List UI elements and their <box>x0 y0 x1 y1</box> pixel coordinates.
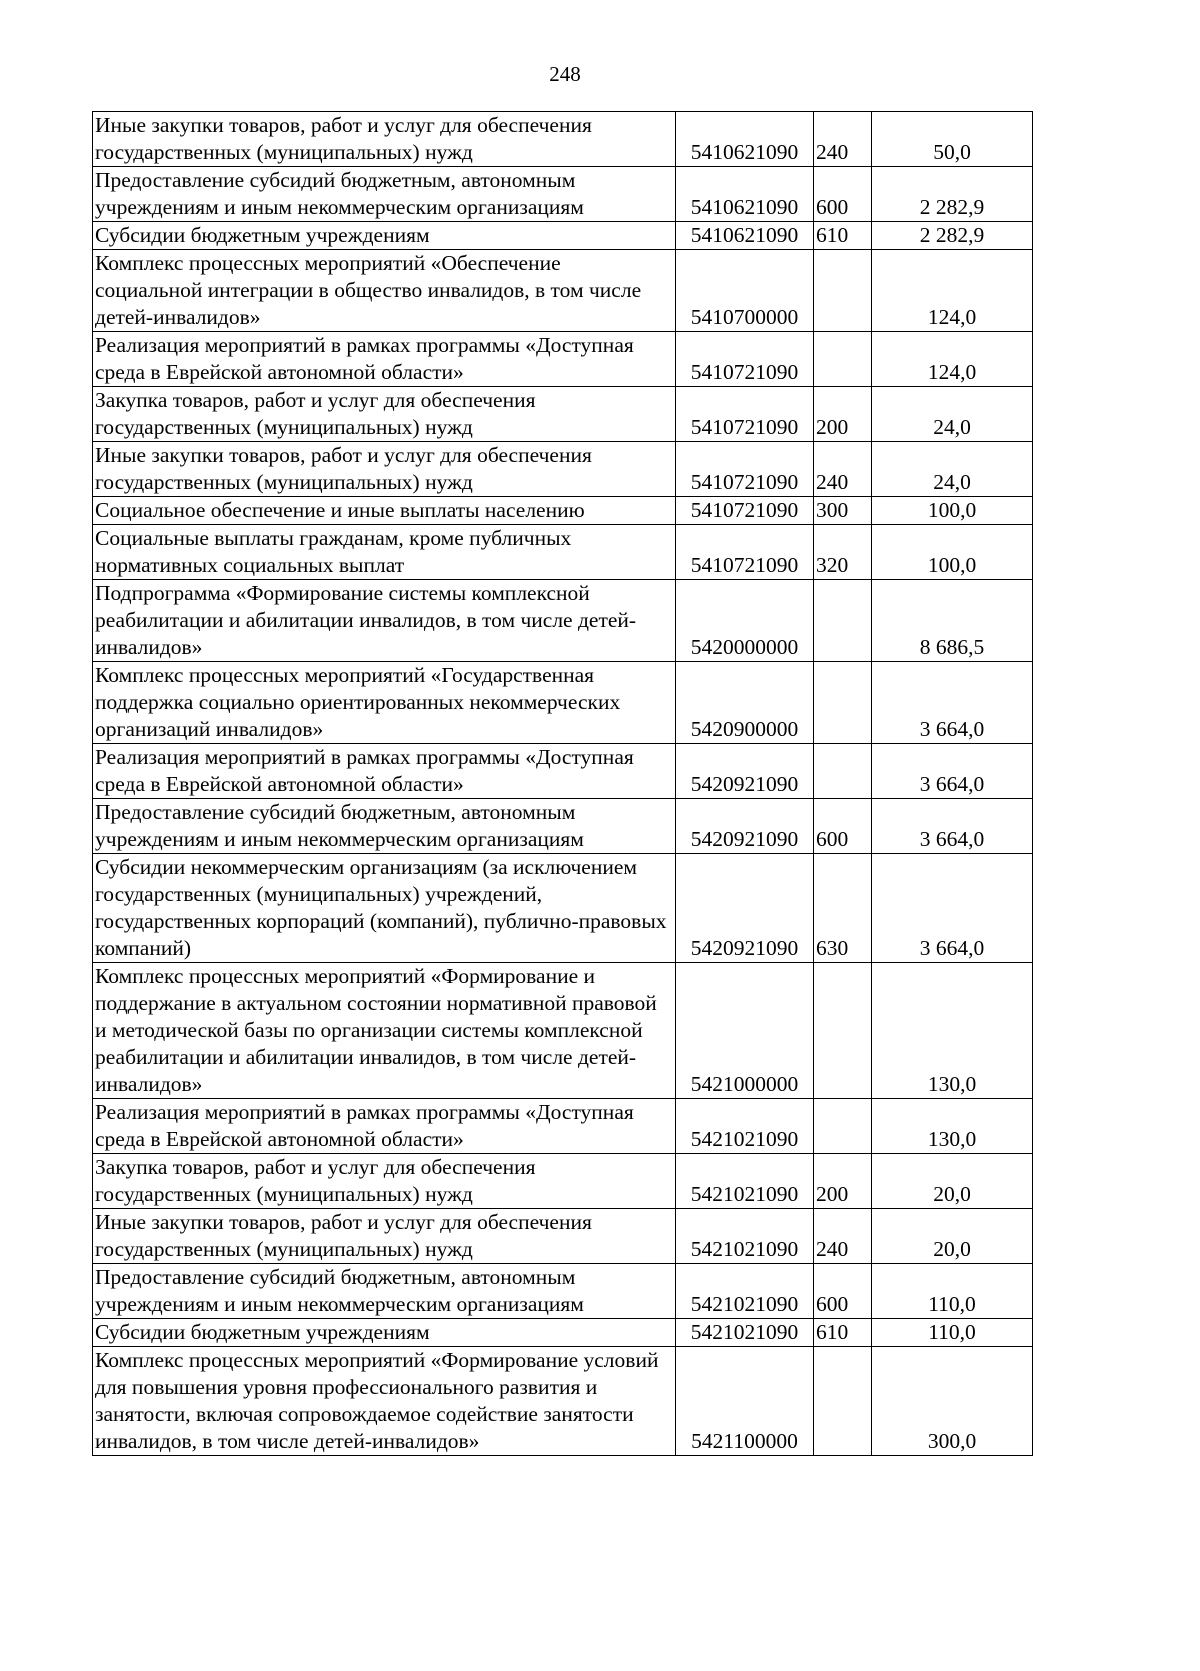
row-code-cell: 5410621090 <box>676 112 814 167</box>
row-sum-cell: 110,0 <box>872 1319 1033 1347</box>
row-expense-type-cell: 610 <box>814 1319 872 1347</box>
row-expense-type-cell: 630 <box>814 854 872 963</box>
row-sum-cell: 24,0 <box>872 442 1033 497</box>
row-code-cell: 5421021090 <box>676 1209 814 1264</box>
row-sum-cell: 2 282,9 <box>872 167 1033 222</box>
row-name-cell: Реализация мероприятий в рамках программы «Доступная среда в Еврейской автономной области» <box>93 332 676 387</box>
table-row <box>93 222 1033 250</box>
row-sum-cell: 20,0 <box>872 1209 1033 1264</box>
row-code-cell: 5410721090 <box>676 387 814 442</box>
row-sum-cell: 124,0 <box>872 332 1033 387</box>
table-row <box>93 1264 1033 1319</box>
row-code-cell: 5420900000 <box>676 662 814 744</box>
row-name-cell: Социальное обеспечение и иные выплаты населению <box>93 497 676 525</box>
table-row <box>93 1099 1033 1154</box>
row-code-cell: 5410721090 <box>676 525 814 580</box>
row-expense-type-cell: 320 <box>814 525 872 580</box>
row-expense-type-cell: 200 <box>814 387 872 442</box>
table-row <box>93 744 1033 799</box>
table-row <box>93 854 1033 963</box>
row-sum-cell: 100,0 <box>872 525 1033 580</box>
row-sum-cell: 3 664,0 <box>872 744 1033 799</box>
row-expense-type-cell: 200 <box>814 1154 872 1209</box>
row-expense-type-cell: 300 <box>814 497 872 525</box>
row-sum-cell: 130,0 <box>872 1099 1033 1154</box>
row-sum-cell: 8 686,5 <box>872 580 1033 662</box>
row-name-cell: Иные закупки товаров, работ и услуг для обеспечения государственных (муниципальных) нужд <box>93 112 676 167</box>
row-sum-cell: 2 282,9 <box>872 222 1033 250</box>
row-sum-cell: 3 664,0 <box>872 854 1033 963</box>
row-code-cell: 5420921090 <box>676 854 814 963</box>
row-sum-cell: 50,0 <box>872 112 1033 167</box>
row-expense-type-cell: 240 <box>814 1209 872 1264</box>
page-number: 248 <box>549 62 581 86</box>
row-code-cell: 5410721090 <box>676 497 814 525</box>
row-name-cell: Реализация мероприятий в рамках программы «Доступная среда в Еврейской автономной области» <box>93 1099 676 1154</box>
budget-table-body <box>93 112 1033 1456</box>
row-code-cell: 5421021090 <box>676 1319 814 1347</box>
row-name-cell: Предоставление субсидий бюджетным, автономным учреждениям и иным некоммерческим организациям <box>93 167 676 222</box>
row-expense-type-cell <box>814 1347 872 1456</box>
row-code-cell: 5420000000 <box>676 580 814 662</box>
row-expense-type-cell: 240 <box>814 112 872 167</box>
row-expense-type-cell: 600 <box>814 799 872 854</box>
table-row <box>93 1154 1033 1209</box>
row-code-cell: 5421000000 <box>676 963 814 1099</box>
row-name-cell: Комплекс процессных мероприятий «Формирование и поддержание в актуальном состоянии нормативной правовой и методической базы по организации системы комплексной реабилитации и абилитации инвалидов, в том числе детей-инвалидов» <box>93 963 676 1099</box>
table-row <box>93 799 1033 854</box>
row-name-cell: Закупка товаров, работ и услуг для обеспечения государственных (муниципальных) нужд <box>93 387 676 442</box>
row-name-cell: Субсидии некоммерческим организациям (за исключением государственных (муниципальных) учреждений, государственных корпораций (компаний), публично-правовых компаний) <box>93 854 676 963</box>
row-name-cell: Комплекс процессных мероприятий «Формирование условий для повышения уровня профессионального развития и занятости, включая сопровождаемое содействие занятости инвалидов, в том числе детей-инвалидов» <box>93 1347 676 1456</box>
row-sum-cell: 20,0 <box>872 1154 1033 1209</box>
row-sum-cell: 3 664,0 <box>872 662 1033 744</box>
row-code-cell: 5421100000 <box>676 1347 814 1456</box>
row-name-cell: Субсидии бюджетным учреждениям <box>93 1319 676 1347</box>
row-code-cell: 5420921090 <box>676 744 814 799</box>
table-row <box>93 112 1033 167</box>
row-name-cell: Иные закупки товаров, работ и услуг для обеспечения государственных (муниципальных) нужд <box>93 1209 676 1264</box>
table-row <box>93 332 1033 387</box>
row-code-cell: 5421021090 <box>676 1154 814 1209</box>
row-sum-cell: 130,0 <box>872 963 1033 1099</box>
table-row <box>93 1209 1033 1264</box>
row-sum-cell: 24,0 <box>872 387 1033 442</box>
table-row <box>93 525 1033 580</box>
row-expense-type-cell: 600 <box>814 1264 872 1319</box>
table-row <box>93 250 1033 332</box>
table-row <box>93 1319 1033 1347</box>
row-name-cell: Иные закупки товаров, работ и услуг для обеспечения государственных (муниципальных) нужд <box>93 442 676 497</box>
table-row <box>93 1347 1033 1456</box>
row-expense-type-cell: 240 <box>814 442 872 497</box>
table-row <box>93 387 1033 442</box>
row-name-cell: Реализация мероприятий в рамках программы «Доступная среда в Еврейской автономной области» <box>93 744 676 799</box>
row-name-cell: Предоставление субсидий бюджетным, автономным учреждениям и иным некоммерческим организациям <box>93 1264 676 1319</box>
row-name-cell: Предоставление субсидий бюджетным, автономным учреждениям и иным некоммерческим организациям <box>93 799 676 854</box>
row-code-cell: 5410721090 <box>676 332 814 387</box>
row-expense-type-cell: 610 <box>814 222 872 250</box>
row-name-cell: Субсидии бюджетным учреждениям <box>93 222 676 250</box>
row-name-cell: Закупка товаров, работ и услуг для обеспечения государственных (муниципальных) нужд <box>93 1154 676 1209</box>
row-name-cell: Комплекс процессных мероприятий «Обеспечение социальной интеграции в общество инвалидов, в том числе детей-инвалидов» <box>93 250 676 332</box>
row-expense-type-cell <box>814 744 872 799</box>
row-code-cell: 5410700000 <box>676 250 814 332</box>
row-sum-cell: 100,0 <box>872 497 1033 525</box>
row-expense-type-cell <box>814 250 872 332</box>
row-code-cell: 5410621090 <box>676 167 814 222</box>
row-name-cell: Социальные выплаты гражданам, кроме публичных нормативных социальных выплат <box>93 525 676 580</box>
budget-table <box>92 111 1033 1456</box>
row-expense-type-cell <box>814 1099 872 1154</box>
row-code-cell: 5410621090 <box>676 222 814 250</box>
table-row <box>93 497 1033 525</box>
table-row <box>93 662 1033 744</box>
row-sum-cell: 110,0 <box>872 1264 1033 1319</box>
table-row <box>93 580 1033 662</box>
row-expense-type-cell: 600 <box>814 167 872 222</box>
row-code-cell: 5420921090 <box>676 799 814 854</box>
row-sum-cell: 300,0 <box>872 1347 1033 1456</box>
row-sum-cell: 3 664,0 <box>872 799 1033 854</box>
row-code-cell: 5410721090 <box>676 442 814 497</box>
row-code-cell: 5421021090 <box>676 1099 814 1154</box>
row-expense-type-cell <box>814 662 872 744</box>
row-sum-cell: 124,0 <box>872 250 1033 332</box>
table-row <box>93 963 1033 1099</box>
row-code-cell: 5421021090 <box>676 1264 814 1319</box>
row-expense-type-cell <box>814 580 872 662</box>
table-row <box>93 442 1033 497</box>
table-row <box>93 167 1033 222</box>
row-expense-type-cell <box>814 332 872 387</box>
row-expense-type-cell <box>814 963 872 1099</box>
row-name-cell: Подпрограмма «Формирование системы комплексной реабилитации и абилитации инвалидов, в том числе детей-инвалидов» <box>93 580 676 662</box>
row-name-cell: Комплекс процессных мероприятий «Государственная поддержка социально ориентированных некоммерческих организаций инвалидов» <box>93 662 676 744</box>
